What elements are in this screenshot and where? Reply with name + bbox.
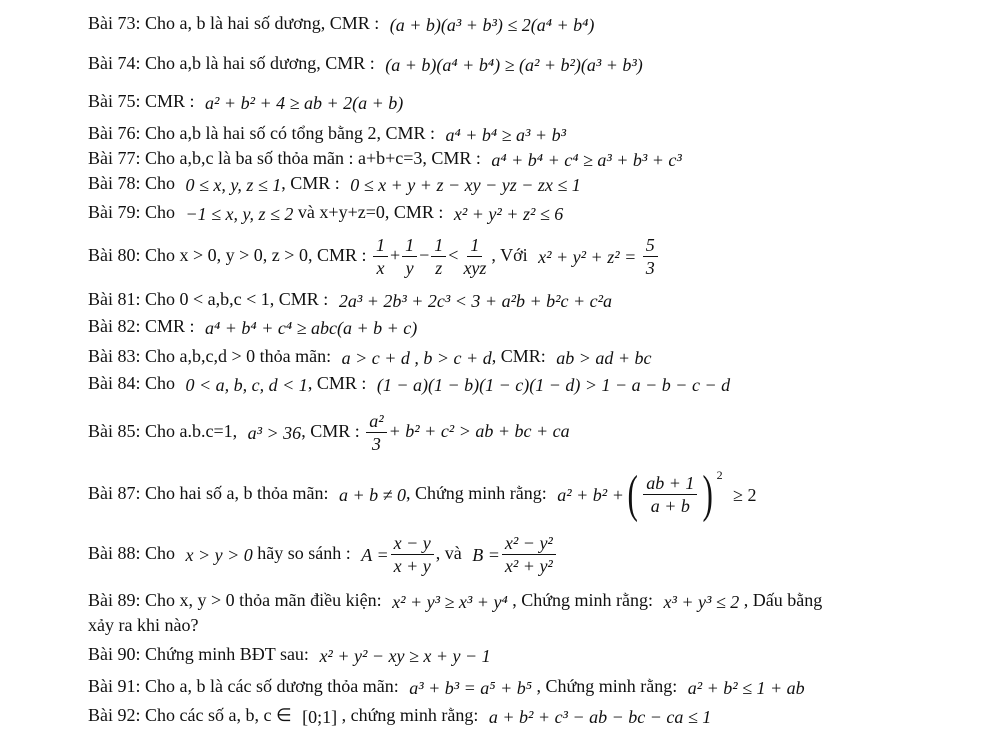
problem-formula: x² + y² + z² = [538,246,637,267]
fraction-numerator: 1 [373,234,388,257]
fraction-numerator: ab + 1 [643,472,697,495]
problem-label: Bài 90: [88,644,141,664]
problem-text: Cho a.b.c=1, [145,421,238,441]
problem-interval: [0;1] [302,706,338,727]
problem-formula: 0 ≤ x + y + z − xy − yz − zx ≤ 1 [350,174,581,195]
exponent: 2 [716,468,723,482]
fraction [643,472,697,517]
problem-73 [88,12,977,36]
fraction-denominator: 3 [371,434,381,455]
problem-92 [88,704,977,728]
fraction [391,532,434,577]
problem-90 [88,643,977,667]
problem-text: Cho a, b là hai số dương, CMR : [145,13,380,33]
problem-text: Cho a,b là hai số có tổng bằng 2, CMR : [145,123,435,143]
problem-formula: a² + b² + 4 ≥ ab + 2(a + b) [205,92,404,113]
problem-formula: x² + y² − xy ≥ x + y − 1 [319,645,491,666]
fraction [502,532,556,577]
problem-label: Bài 83: [88,346,141,366]
problem-label: Bài 81: [88,289,141,309]
problem-label: Bài 80: [88,245,141,265]
problem-76 [88,122,977,146]
problem-label: Bài 73: [88,13,141,33]
problem-text: Cho hai số a, b thỏa mãn: [145,483,329,503]
problem-text-2: , Với [491,245,528,265]
problem-text: Cho [145,543,176,563]
problem-formula: ab > ad + bc [556,347,652,368]
problem-formula: a⁴ + b⁴ ≥ a³ + b³ [445,124,566,145]
fraction-numerator: 1 [402,234,417,257]
problem-condition: a > c + d , b > c + d [341,347,492,368]
problem-label: Bài 87: [88,483,141,503]
problem-label: Bài 78: [88,173,141,193]
problem-text-2: , CMR: [491,346,546,366]
problem-83 [88,345,977,369]
problem-84 [88,372,977,396]
problem-89 [88,589,977,613]
fraction-numerator: 1 [467,234,482,257]
problem-formula: a⁴ + b⁴ + c⁴ ≥ a³ + b³ + c³ [491,149,682,170]
problem-text: Cho các số a, b, c ∈ [145,705,292,725]
fraction [643,234,658,279]
problem-label: Bài 79: [88,202,141,222]
problem-text: CMR : [145,316,195,336]
problem-label: Bài 85: [88,421,141,441]
problem-77 [88,147,977,171]
problem-text: Cho x, y > 0 thỏa mãn điều kiện: [145,590,382,610]
fraction [366,410,386,455]
fraction-numerator: x² − y² [502,532,556,555]
problem-formula: a⁴ + b⁴ + c⁴ ≥ abc(a + b + c) [205,317,418,338]
fraction-denominator: 3 [645,258,655,279]
problem-text: CMR : [145,91,195,111]
fraction-denominator: a + b [650,496,690,517]
fraction-denominator: xyz [463,258,487,279]
problem-label: Bài 88: [88,543,141,563]
problem-formula: a² + b² ≤ 1 + ab [687,677,805,698]
problem-label: Bài 75: [88,91,141,111]
fraction-numerator: 1 [431,234,446,257]
problem-79 [88,201,977,225]
problem-formula: a² + b² + [557,484,624,505]
problem-label: Bài 84: [88,373,141,393]
problem-condition: x² + y³ ≥ x³ + y⁴ [392,591,508,612]
fraction [402,234,417,279]
problem-85 [88,406,977,458]
problem-82 [88,315,977,339]
right-paren: ) [702,465,714,523]
left-paren: ( [627,465,638,523]
problem-label: Bài 89: [88,590,141,610]
fraction-numerator: a² [366,410,386,433]
problem-condition: a³ + b³ = a⁵ + b⁵ [409,677,532,698]
fraction-denominator: x [376,258,385,279]
problem-text-3: , Dấu bằng [743,590,823,610]
fraction-numerator: 5 [643,234,658,257]
problem-81 [88,288,977,312]
problem-text-2: , Chứng minh rằng: [406,483,547,503]
problem-formula: 2a³ + 2b³ + 2c³ < 3 + a²b + b²c + c²a [338,290,613,311]
problem-formula: (a + b)(a³ + b³) ≤ 2(a⁴ + b⁴) [389,14,595,35]
problem-text: Cho [145,173,176,193]
problem-74 [88,52,977,76]
fraction-denominator: y [405,258,414,279]
problem-label: Bài 82: [88,316,141,336]
problem-text-2: , CMR : [301,421,360,441]
problem-label: Bài 77: [88,148,141,168]
problem-formula: (a + b)(a⁴ + b⁴) ≥ (a² + b²)(a³ + b³) [385,54,643,75]
problem-formula: a + b² + c³ − ab − bc − ca ≤ 1 [488,706,712,727]
problem-text-3: , và [435,543,462,563]
problem-80: Bài 80: Cho x > 0, y > 0, z > 0, CMR : $\frac{1}{x}$ + $\frac{1}{y}$ − $\frac{1}{z}$ < $\frac{1}{\text{xyz}}$ , Với x² + y² + z² = $\frac{5}{3}$ [88,232,977,280]
problem-text: Cho a, b là các số dương thỏa mãn: [145,676,399,696]
problem-75 [88,90,977,114]
fraction-denominator: x² + y² [504,556,553,577]
problem-text-2: , CMR : [307,373,367,393]
problem-formula: + b² + c² > ab + bc + ca [388,421,570,441]
problem-label: Bài 92: [88,705,141,725]
problem-text: Cho a,b,c,d > 0 thỏa mãn: [145,346,332,366]
problem-formula: (1 − a)(1 − b)(1 − c)(1 − d) > 1 − a − b − c − d [376,374,731,395]
problem-label: Bài 91: [88,676,141,696]
problem-condition: a + b ≠ 0 [338,484,407,505]
fraction [431,234,446,279]
problem-text: Cho [145,373,176,393]
problem-text-2: , Chứng minh rằng: [512,590,653,610]
problem-text: Chứng minh BĐT sau: [145,644,309,664]
fraction-denominator: z [435,258,443,279]
problem-text-2: , Chứng minh rằng: [536,676,678,696]
problem-condition: a³ > 36 [247,422,302,443]
problem-label: Bài 74: [88,53,141,73]
problem-87 [88,466,977,522]
problem-text-2: , chứng minh rằng: [341,705,479,725]
problem-formula-b: B = [472,544,500,565]
problem-88 [88,528,977,580]
problem-condition: 0 ≤ x, y, z ≤ 1 [185,174,282,195]
problem-91 [88,675,977,699]
problem-formula: x² + y² + z² ≤ 6 [453,203,564,224]
problem-text: Cho x > 0, y > 0, z > 0, CMR : [145,245,367,265]
fraction-numerator: x − y [391,532,434,555]
fraction [373,234,388,279]
problem-text: Cho a,b,c là ba số thỏa mãn : a+b+c=3, CMR : [145,148,481,168]
problem-89-continuation: xảy ra khi nào? [88,615,199,635]
problem-78 [88,172,977,196]
problem-formula-a: A = [361,544,389,565]
problem-formula: x³ + y³ ≤ 2 [663,591,740,612]
problem-text: Cho 0 < a,b,c < 1, CMR : [145,289,329,309]
problem-formula-end: ≥ 2 [733,484,757,505]
fraction [460,234,489,279]
problem-condition: −1 ≤ x, y, z ≤ 2 [185,203,294,224]
problem-text: Cho a,b là hai số dương, CMR : [145,53,375,73]
problem-condition: 0 < a, b, c, d < 1 [185,374,308,395]
problem-condition: x > y > 0 [185,544,253,565]
problem-text-2: và x+y+z=0, CMR : [297,202,444,222]
fraction-denominator: x + y [393,556,431,577]
problem-text: Cho [145,202,176,222]
problem-text-2: , CMR : [281,173,340,193]
problem-text-2: hãy so sánh : [257,543,351,563]
problem-label: Bài 76: [88,123,141,143]
